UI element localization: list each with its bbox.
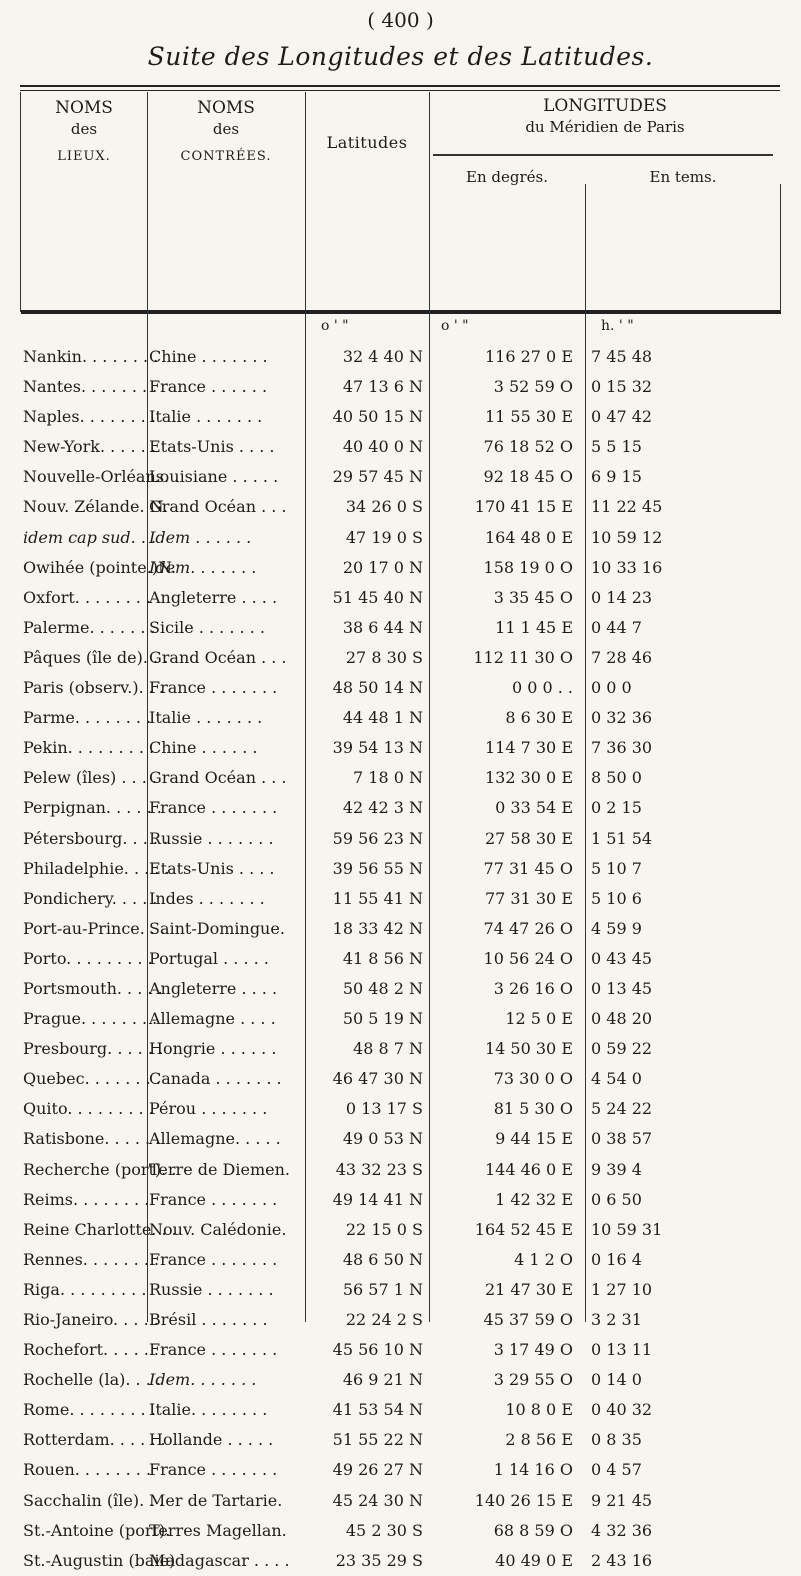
cell-longitude-temps: 5 24 22 bbox=[591, 1099, 653, 1119]
cell-lieu: Quito. . . . . . . . . bbox=[23, 1099, 154, 1119]
divider-right bbox=[780, 184, 781, 312]
cell-latitude: 48 6 50 N bbox=[342, 1249, 423, 1269]
cell-longitude-degres: 3 52 59 O bbox=[493, 377, 573, 397]
cell-longitude-temps: 10 33 16 bbox=[591, 557, 663, 577]
cell-pays: France . . . . . . . bbox=[149, 678, 278, 698]
cell-longitude-degres: 10 8 0 E bbox=[505, 1400, 573, 1420]
cell-longitude-degres: 3 29 55 O bbox=[493, 1370, 573, 1390]
cell-lieu: Pétersbourg. . . . . bbox=[23, 828, 169, 848]
cell-longitude-temps: 0 8 35 bbox=[591, 1430, 642, 1450]
cell-longitude-temps: 0 59 22 bbox=[591, 1039, 653, 1059]
cell-lieu: St.-Antoine (port). bbox=[23, 1520, 171, 1540]
table-row bbox=[21, 974, 781, 1004]
cell-longitude-degres: 144 46 0 E bbox=[484, 1159, 573, 1179]
cell-lieu: Sacchalin (île). . . bbox=[23, 1490, 165, 1510]
table-row bbox=[21, 402, 781, 432]
cell-pays: France . . . . . . . bbox=[149, 1249, 278, 1269]
header-pays bbox=[147, 92, 305, 312]
cell-latitude: 50 48 2 N bbox=[342, 978, 423, 998]
cell-longitude-degres: 9 44 15 E bbox=[495, 1129, 573, 1149]
cell-lieu: Reims. . . . . . . . bbox=[23, 1189, 150, 1209]
table-row bbox=[21, 1064, 781, 1094]
cell-longitude-temps: 9 39 4 bbox=[591, 1159, 642, 1179]
cell-pays: France . . . . . . . bbox=[149, 1340, 278, 1360]
cell-longitude-degres: 12 5 0 E bbox=[505, 1009, 573, 1029]
cell-longitude-temps: 5 10 7 bbox=[591, 858, 642, 878]
cell-longitude-degres: 164 52 45 E bbox=[474, 1219, 573, 1239]
header-pays-line1: NOMS bbox=[197, 98, 255, 118]
cell-lieu: Owihée (pointe.)N. bbox=[23, 557, 177, 577]
cell-longitude-temps: 0 2 15 bbox=[591, 798, 642, 818]
cell-longitude-temps: 0 47 42 bbox=[591, 407, 653, 427]
table-row bbox=[21, 523, 781, 553]
cell-latitude: 50 5 19 N bbox=[342, 1009, 423, 1029]
table-row bbox=[21, 342, 781, 372]
cell-pays: Allemagne . . . . bbox=[149, 1009, 276, 1029]
units-degres: o ' " bbox=[441, 318, 469, 334]
cell-longitude-temps: 0 14 23 bbox=[591, 587, 653, 607]
cell-longitude-degres: 73 30 0 O bbox=[493, 1069, 573, 1089]
cell-latitude: 7 18 0 N bbox=[353, 768, 423, 788]
cell-pays: Etats-Unis . . . . bbox=[149, 858, 275, 878]
cell-latitude: 22 15 0 S bbox=[345, 1219, 423, 1239]
table-row bbox=[21, 1305, 781, 1335]
cell-longitude-temps: 0 13 11 bbox=[591, 1340, 653, 1360]
table-row bbox=[21, 793, 781, 823]
cell-longitude-degres: 8 6 30 E bbox=[505, 708, 573, 728]
table-row bbox=[21, 1034, 781, 1064]
cell-longitude-temps: 2 43 16 bbox=[591, 1550, 653, 1570]
cell-pays: Angleterre . . . . bbox=[149, 587, 278, 607]
cell-longitude-temps: 0 16 4 bbox=[591, 1249, 642, 1269]
cell-latitude: 51 45 40 N bbox=[332, 587, 423, 607]
table-row bbox=[21, 553, 781, 583]
cell-longitude-temps: 0 43 45 bbox=[591, 948, 653, 968]
cell-lieu: New-York. . . . . . bbox=[23, 437, 156, 457]
cell-pays: France . . . . . . . bbox=[149, 1460, 278, 1480]
cell-pays: Hongrie . . . . . . bbox=[149, 1039, 277, 1059]
cell-lieu: Philadelphie. . . . . bbox=[23, 858, 170, 878]
cell-latitude: 27 8 30 S bbox=[345, 647, 423, 667]
cell-lieu: Reine Charlotte. . . bbox=[23, 1219, 177, 1239]
cell-pays: Grand Océan . . . bbox=[149, 647, 287, 667]
table-row bbox=[21, 884, 781, 914]
cell-longitude-temps: 0 4 57 bbox=[591, 1460, 642, 1480]
cell-pays: Madagascar . . . . bbox=[149, 1550, 290, 1570]
cell-longitude-degres: 68 8 59 O bbox=[493, 1520, 573, 1540]
cell-lieu: Pekin. . . . . . . . . bbox=[23, 738, 155, 758]
cell-longitude-temps: 7 45 48 bbox=[591, 347, 653, 366]
cell-latitude: 45 2 30 S bbox=[345, 1520, 423, 1540]
cell-latitude: 46 9 21 N bbox=[342, 1370, 423, 1390]
cell-lieu: Port-au-Prince. . . bbox=[23, 918, 166, 938]
cell-latitude: 41 8 56 N bbox=[342, 948, 423, 968]
header-pays-line3: CONTRÉES. bbox=[180, 149, 272, 164]
cell-lieu: Recherche (port). . bbox=[23, 1159, 177, 1179]
cell-pays: Grand Océan . . . bbox=[149, 768, 287, 788]
cell-longitude-degres: 132 30 0 E bbox=[484, 768, 573, 788]
header-temps: En tems. bbox=[649, 168, 717, 186]
cell-longitude-temps: 5 5 15 bbox=[591, 437, 642, 457]
header-latitudes-label: Latitudes bbox=[326, 133, 408, 152]
table-row bbox=[21, 1275, 781, 1305]
cell-pays: Etats-Unis . . . . bbox=[149, 437, 275, 457]
cell-latitude: 44 48 1 N bbox=[342, 708, 423, 728]
cell-latitude: 45 24 30 N bbox=[332, 1490, 423, 1510]
table-row bbox=[21, 1486, 781, 1516]
table-row bbox=[21, 1455, 781, 1485]
header-lieux-line3: LIEUX. bbox=[57, 149, 111, 164]
cell-latitude: 18 33 42 N bbox=[332, 918, 423, 938]
cell-lieu: St.-Augustin (baie) bbox=[23, 1550, 176, 1570]
cell-lieu: Nankin. . . . . . . . bbox=[23, 347, 159, 366]
table-row bbox=[21, 1516, 781, 1546]
cell-lieu: Rochefort. . . . . . bbox=[23, 1340, 159, 1360]
page-number: ( 400 ) bbox=[367, 8, 434, 32]
cell-latitude: 47 13 6 N bbox=[342, 377, 423, 397]
cell-pays: Italie . . . . . . . bbox=[149, 708, 263, 728]
cell-longitude-degres: 14 50 30 E bbox=[484, 1039, 573, 1059]
cell-longitude-temps: 6 9 15 bbox=[591, 467, 642, 487]
cell-latitude: 39 54 13 N bbox=[332, 738, 423, 758]
cell-longitude-degres: 74 47 26 O bbox=[483, 918, 573, 938]
cell-longitude-degres: 0 0 0 . . bbox=[511, 678, 573, 698]
cell-pays: Russie . . . . . . . bbox=[149, 1279, 274, 1299]
cell-latitude: 49 26 27 N bbox=[332, 1460, 423, 1480]
cell-pays: Hollande . . . . . bbox=[149, 1430, 274, 1450]
cell-longitude-temps: 0 6 50 bbox=[591, 1189, 642, 1209]
table-row bbox=[21, 1425, 781, 1455]
table-row bbox=[21, 1004, 781, 1034]
cell-pays: Russie . . . . . . . bbox=[149, 828, 274, 848]
units-latitude: o ' " bbox=[321, 318, 349, 334]
cell-latitude: 23 35 29 S bbox=[335, 1550, 423, 1570]
cell-pays: Saint-Domingue. bbox=[149, 918, 285, 938]
cell-latitude: 46 47 30 N bbox=[332, 1069, 423, 1089]
cell-lieu: Palerme. . . . . . . bbox=[23, 617, 156, 637]
header-lieux-line1: NOMS bbox=[55, 98, 113, 118]
cell-pays: Mer de Tartarie. bbox=[149, 1490, 283, 1510]
cell-lieu: Nouvelle-Orléans. . bbox=[23, 467, 180, 487]
table-row bbox=[21, 1335, 781, 1365]
table-row bbox=[21, 1365, 781, 1395]
cell-lieu: Riga. . . . . . . . . bbox=[23, 1279, 147, 1299]
cell-lieu: Porto. . . . . . . . . bbox=[23, 948, 153, 968]
cell-longitude-degres: 11 55 30 E bbox=[484, 407, 573, 427]
header-latitudes bbox=[305, 92, 429, 312]
table-row bbox=[21, 1094, 781, 1124]
cell-longitude-degres: 170 41 15 E bbox=[474, 497, 573, 517]
header-lieux-line2: des bbox=[70, 120, 98, 138]
table-body bbox=[21, 342, 781, 1576]
cell-pays: Chine . . . . . . bbox=[149, 738, 258, 758]
table-row bbox=[21, 1185, 781, 1215]
cell-longitude-temps: 0 14 0 bbox=[591, 1370, 642, 1390]
cell-lieu: Rochelle (la). . . . bbox=[23, 1370, 161, 1390]
cell-pays: Pérou . . . . . . . bbox=[149, 1099, 268, 1119]
cell-longitude-degres: 112 11 30 O bbox=[473, 647, 573, 667]
table-row bbox=[21, 914, 781, 944]
cell-longitude-degres: 11 1 45 E bbox=[495, 617, 573, 637]
cell-latitude: 42 42 3 N bbox=[342, 798, 423, 818]
cell-lieu: Naples. . . . . . . . bbox=[23, 407, 156, 427]
table-row bbox=[21, 944, 781, 974]
table-row bbox=[21, 703, 781, 733]
cell-longitude-temps: 0 48 20 bbox=[591, 1009, 653, 1029]
table-row bbox=[21, 1395, 781, 1425]
cell-pays: Angleterre . . . . bbox=[149, 978, 278, 998]
cell-pays: Idem . . . . . . bbox=[149, 527, 252, 547]
cell-lieu: Rennes. . . . . . . . bbox=[23, 1249, 160, 1269]
table-row bbox=[21, 643, 781, 673]
cell-longitude-degres: 2 8 56 E bbox=[505, 1430, 573, 1450]
cell-longitude-temps: 4 54 0 bbox=[591, 1069, 642, 1089]
cell-lieu: Presbourg. . . . . . bbox=[23, 1039, 164, 1059]
cell-pays: Portugal . . . . . bbox=[149, 948, 269, 968]
header-thick-rule bbox=[21, 310, 781, 314]
cell-pays: Louisiane . . . . . bbox=[149, 467, 279, 487]
table-row bbox=[21, 1215, 781, 1245]
cell-longitude-temps: 10 59 31 bbox=[591, 1219, 663, 1239]
longitude-table bbox=[20, 92, 781, 1570]
cell-longitude-temps: 0 13 45 bbox=[591, 978, 653, 998]
cell-longitude-temps: 11 22 45 bbox=[591, 497, 663, 517]
cell-longitude-degres: 164 48 0 E bbox=[484, 527, 573, 547]
cell-latitude: 38 6 44 N bbox=[342, 617, 423, 637]
cell-lieu: Portsmouth. . . . . bbox=[23, 978, 163, 998]
cell-longitude-degres: 81 5 30 O bbox=[493, 1099, 573, 1119]
page-title: Suite des Longitudes et des Latitudes. bbox=[147, 42, 654, 71]
table-row bbox=[21, 824, 781, 854]
cell-lieu: Quebec. . . . . . . . bbox=[23, 1069, 161, 1089]
table-row bbox=[21, 1546, 781, 1576]
table-row bbox=[21, 432, 781, 462]
cell-longitude-degres: 140 26 15 E bbox=[474, 1490, 573, 1510]
cell-longitude-temps: 4 32 36 bbox=[591, 1520, 653, 1540]
cell-longitude-temps: 0 44 7 bbox=[591, 617, 642, 637]
table-row bbox=[21, 583, 781, 613]
cell-pays: Allemagne. . . . . bbox=[149, 1129, 281, 1149]
longitudes-brace bbox=[433, 154, 773, 166]
cell-longitude-temps: 5 10 6 bbox=[591, 888, 642, 908]
cell-longitude-degres: 21 47 30 E bbox=[484, 1279, 573, 1299]
cell-lieu: idem cap sud. . . bbox=[23, 527, 157, 547]
cell-latitude: 49 0 53 N bbox=[342, 1129, 423, 1149]
cell-pays: Indes . . . . . . . bbox=[149, 888, 265, 908]
table-row bbox=[21, 372, 781, 402]
cell-latitude: 48 50 14 N bbox=[332, 678, 423, 698]
cell-lieu: Perpignan. . . . . . bbox=[23, 798, 162, 818]
cell-longitude-temps: 4 59 9 bbox=[591, 918, 642, 938]
table-row bbox=[21, 733, 781, 763]
cell-longitude-temps: 0 0 0 bbox=[591, 678, 632, 698]
cell-longitude-degres: 77 31 45 O bbox=[483, 858, 573, 878]
cell-longitude-temps: 0 15 32 bbox=[591, 377, 653, 397]
cell-longitude-degres: 3 17 49 O bbox=[493, 1340, 573, 1360]
cell-lieu: Nantes. . . . . . . . bbox=[23, 377, 158, 397]
cell-longitude-temps: 8 50 0 bbox=[591, 768, 642, 788]
cell-latitude: 34 26 0 S bbox=[345, 497, 423, 517]
table-row bbox=[21, 763, 781, 793]
cell-lieu: Nouv. Zélande. N. bbox=[23, 497, 168, 517]
cell-longitude-temps: 0 40 32 bbox=[591, 1400, 653, 1420]
cell-latitude: 47 19 0 S bbox=[345, 527, 423, 547]
cell-latitude: 56 57 1 N bbox=[342, 1279, 423, 1299]
cell-longitude-degres: 1 42 32 E bbox=[495, 1189, 573, 1209]
cell-latitude: 40 40 0 N bbox=[342, 437, 423, 457]
cell-lieu: Parme. . . . . . . . bbox=[23, 708, 152, 728]
cell-pays: Brésil . . . . . . . bbox=[149, 1310, 268, 1329]
cell-latitude: 20 17 0 N bbox=[342, 557, 423, 577]
cell-longitude-degres: 45 37 59 O bbox=[483, 1310, 573, 1329]
cell-longitude-degres: 40 49 0 E bbox=[495, 1550, 573, 1570]
cell-pays: Idem. . . . . . . bbox=[149, 557, 257, 577]
cell-longitude-temps: 0 32 36 bbox=[591, 708, 653, 728]
cell-pays: France . . . . . . . bbox=[149, 798, 278, 818]
cell-pays: Italie . . . . . . . bbox=[149, 407, 263, 427]
table-header bbox=[21, 92, 781, 334]
table-row bbox=[21, 1245, 781, 1275]
header-longitudes bbox=[429, 92, 781, 312]
cell-lieu: Prague. . . . . . . . bbox=[23, 1009, 158, 1029]
cell-longitude-degres: 4 1 2 O bbox=[514, 1249, 573, 1269]
cell-longitude-degres: 0 33 54 E bbox=[495, 798, 573, 818]
cell-longitude-degres: 114 7 30 E bbox=[484, 738, 573, 758]
cell-latitude: 41 53 54 N bbox=[332, 1400, 423, 1420]
cell-pays: Canada . . . . . . . bbox=[149, 1069, 282, 1089]
cell-longitude-degres: 92 18 45 O bbox=[483, 467, 573, 487]
cell-pays: Chine . . . . . . . bbox=[149, 347, 268, 366]
cell-pays: France . . . . . . . bbox=[149, 1189, 278, 1209]
cell-pays: Idem. . . . . . . bbox=[149, 1370, 257, 1390]
cell-latitude: 39 56 55 N bbox=[332, 858, 423, 878]
cell-pays: France . . . . . . bbox=[149, 377, 268, 397]
header-longitudes-line2: du Méridien de Paris bbox=[525, 118, 685, 136]
cell-lieu: Ratisbone. . . . . . bbox=[23, 1129, 161, 1149]
cell-lieu: Rio-Janeiro. . . . . bbox=[23, 1310, 159, 1329]
table-row bbox=[21, 854, 781, 884]
cell-latitude: 43 32 23 S bbox=[335, 1159, 423, 1179]
cell-lieu: Rouen. . . . . . . . bbox=[23, 1460, 152, 1480]
cell-latitude: 0 13 17 S bbox=[345, 1099, 423, 1119]
header-longitudes-line1: LONGITUDES bbox=[543, 96, 667, 116]
cell-longitude-temps: 9 21 45 bbox=[591, 1490, 653, 1510]
cell-longitude-degres: 10 56 24 O bbox=[483, 948, 573, 968]
cell-pays: Terre de Diemen. bbox=[149, 1159, 290, 1179]
cell-pays: Grand Océan . . . bbox=[149, 497, 287, 517]
cell-longitude-degres: 158 19 0 O bbox=[483, 557, 573, 577]
cell-longitude-temps: 1 27 10 bbox=[591, 1279, 653, 1299]
cell-latitude: 48 8 7 N bbox=[353, 1039, 423, 1059]
units-temps: h. ' " bbox=[601, 318, 634, 334]
cell-lieu: Paris (observ.). . . bbox=[23, 678, 164, 698]
cell-latitude: 22 24 2 S bbox=[345, 1310, 423, 1329]
cell-lieu: Pâques (île de). . . bbox=[23, 647, 169, 667]
cell-latitude: 40 50 15 N bbox=[332, 407, 423, 427]
cell-pays: Sicile . . . . . . . bbox=[149, 617, 265, 637]
cell-longitude-temps: 7 36 30 bbox=[591, 738, 653, 758]
cell-longitude-degres: 27 58 30 E bbox=[484, 828, 573, 848]
cell-longitude-temps: 3 2 31 bbox=[591, 1310, 642, 1329]
table-row bbox=[21, 492, 781, 522]
cell-longitude-temps: 0 38 57 bbox=[591, 1129, 653, 1149]
cell-longitude-temps: 1 51 54 bbox=[591, 828, 653, 848]
cell-latitude: 32 4 40 N bbox=[342, 347, 423, 366]
cell-longitude-degres: 1 14 16 O bbox=[493, 1460, 573, 1480]
table-row bbox=[21, 1155, 781, 1185]
cell-pays: Nouv. Calédonie. bbox=[149, 1219, 287, 1239]
header-pays-line2: des bbox=[212, 120, 240, 138]
cell-longitude-degres: 76 18 52 O bbox=[483, 437, 573, 457]
table-row bbox=[21, 673, 781, 703]
table-row bbox=[21, 613, 781, 643]
table-row bbox=[21, 462, 781, 492]
cell-lieu: Pelew (îles) . . . . bbox=[23, 768, 157, 788]
cell-latitude: 49 14 41 N bbox=[332, 1189, 423, 1209]
cell-pays: Italie. . . . . . . . bbox=[149, 1400, 268, 1420]
header-degres: En degrés. bbox=[466, 168, 548, 186]
cell-longitude-degres: 3 35 45 O bbox=[493, 587, 573, 607]
cell-latitude: 11 55 41 N bbox=[332, 888, 423, 908]
cell-latitude: 29 57 45 N bbox=[332, 467, 423, 487]
cell-lieu: Oxfort. . . . . . . . bbox=[23, 587, 152, 607]
cell-lieu: Rome. . . . . . . . . bbox=[23, 1400, 156, 1420]
top-rule bbox=[20, 85, 780, 91]
cell-longitude-temps: 7 28 46 bbox=[591, 647, 653, 667]
cell-longitude-degres: 3 26 16 O bbox=[493, 978, 573, 998]
cell-latitude: 51 55 22 N bbox=[332, 1430, 423, 1450]
cell-longitude-temps: 10 59 12 bbox=[591, 527, 663, 547]
cell-latitude: 59 56 23 N bbox=[332, 828, 423, 848]
cell-longitude-degres: 116 27 0 E bbox=[484, 347, 573, 366]
cell-latitude: 45 56 10 N bbox=[332, 1340, 423, 1360]
cell-lieu: Rotterdam. . . . . . bbox=[23, 1430, 166, 1450]
header-lieux bbox=[21, 92, 147, 312]
cell-pays: Terres Magellan. bbox=[149, 1520, 287, 1540]
cell-lieu: Pondichery. . . . . bbox=[23, 888, 158, 908]
cell-longitude-degres: 77 31 30 E bbox=[484, 888, 573, 908]
table-row bbox=[21, 1124, 781, 1154]
